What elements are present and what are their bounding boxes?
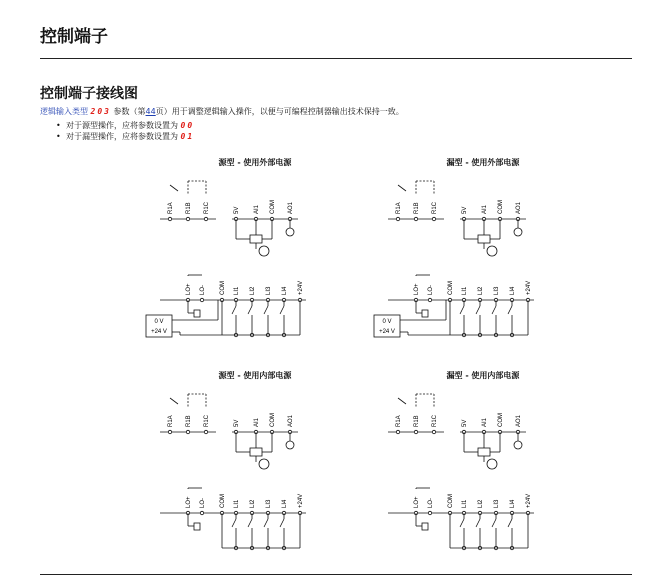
terminal xyxy=(396,217,399,220)
wiring-diagram-sink-internal xyxy=(388,370,578,560)
terminal xyxy=(414,430,417,433)
analog-label-com: COM xyxy=(498,200,504,214)
logic-label-4: LI2 xyxy=(250,286,256,295)
wire xyxy=(492,306,496,314)
terminal xyxy=(396,430,399,433)
terminal xyxy=(200,298,203,301)
diagram-drawing xyxy=(160,370,350,560)
diagram-title: 源型 - 使用外部电源 xyxy=(218,158,292,167)
terminal xyxy=(432,217,435,220)
logic-label-5: LI3 xyxy=(494,286,500,295)
terminal xyxy=(204,430,207,433)
supply-0v-label: 0 V xyxy=(382,319,392,325)
output-symbol xyxy=(286,441,294,449)
potentiometer xyxy=(478,235,490,243)
logic-label-6: LI4 xyxy=(510,499,516,508)
terminal xyxy=(186,430,189,433)
wire xyxy=(398,398,406,404)
param-code: 203 xyxy=(90,107,111,116)
analog-label-ao1: AO1 xyxy=(288,414,294,427)
page-ref-link[interactable]: 44 xyxy=(145,107,156,116)
logic-label-5: LI3 xyxy=(266,286,272,295)
wire xyxy=(248,519,252,527)
supply-24v-label: +24 V xyxy=(379,329,395,335)
terminal xyxy=(168,430,171,433)
analog-label-ao1: AO1 xyxy=(516,201,522,214)
terminal xyxy=(168,217,171,220)
footer-divider xyxy=(40,574,632,575)
logic-label-2: COM xyxy=(448,494,454,508)
analog-label-com: COM xyxy=(270,413,276,427)
relay-label-r1c: R1C xyxy=(204,414,210,427)
logic-label-1: LO- xyxy=(200,497,206,508)
list-item xyxy=(56,120,194,131)
wire xyxy=(170,185,178,191)
analog-label-ai1: AI1 xyxy=(254,417,260,427)
logic-label-6: LI4 xyxy=(510,286,516,295)
analog-label-ai1: AI1 xyxy=(254,204,260,214)
wire xyxy=(508,519,512,527)
wire xyxy=(398,185,406,191)
terminal xyxy=(200,511,203,514)
logic-label-2: COM xyxy=(220,494,226,508)
relay-label-r1c: R1C xyxy=(204,201,210,214)
logic-label-2: COM xyxy=(220,281,226,295)
analog-label-5v: 5V xyxy=(234,206,240,214)
logic-label-7: +24V xyxy=(298,493,304,508)
relay-label-r1b: R1B xyxy=(414,415,420,427)
wiring-diagram-sink-external xyxy=(379,157,578,347)
potentiometer xyxy=(478,448,490,456)
output-symbol xyxy=(514,441,522,449)
logic-label-0: LO+ xyxy=(414,283,420,295)
wire xyxy=(280,519,284,527)
logic-label-1: LO- xyxy=(428,284,434,295)
output-symbol xyxy=(286,228,294,236)
analog-label-com: COM xyxy=(270,200,276,214)
wire xyxy=(492,519,496,527)
wiring-diagram-source-external xyxy=(151,157,350,347)
diagram-drawing xyxy=(151,157,350,347)
intro-text-rest: 页）用于调整逻辑输入操作，以便与可编程控制器输出技术保持一致。 xyxy=(155,107,404,116)
logic-label-3: LI1 xyxy=(462,499,468,508)
relay-coil xyxy=(194,310,200,317)
logic-label-3: LI1 xyxy=(234,499,240,508)
relay-label-r1b: R1B xyxy=(186,202,192,214)
page-title: 控制端子 xyxy=(40,27,108,47)
wire xyxy=(170,398,178,404)
logic-label-4: LI2 xyxy=(250,499,256,508)
logic-label-4: LI2 xyxy=(478,499,484,508)
logic-label-0: LO+ xyxy=(186,496,192,508)
potentiometer xyxy=(250,448,262,456)
terminal xyxy=(204,217,207,220)
logic-label-3: LI1 xyxy=(462,286,468,295)
logic-label-6: LI4 xyxy=(282,499,288,508)
meter-symbol xyxy=(487,459,497,469)
logic-label-5: LI3 xyxy=(266,499,272,508)
bullet-text: 对于源型操作，应将参数设置为 xyxy=(66,121,178,130)
list-item xyxy=(56,131,194,142)
relay-label-r1c: R1C xyxy=(432,414,438,427)
analog-label-com: COM xyxy=(498,413,504,427)
meter-symbol xyxy=(259,459,269,469)
relay-label-r1a: R1A xyxy=(396,415,402,427)
terminal xyxy=(428,511,431,514)
supply-24v-label: +24 V xyxy=(151,329,167,335)
logic-label-5: LI3 xyxy=(494,499,500,508)
bullet-text: 对于漏型操作，应将参数设置为 xyxy=(66,132,178,141)
logic-label-7: +24V xyxy=(526,280,532,295)
supply-0v-label: 0 V xyxy=(154,319,164,325)
analog-label-ao1: AO1 xyxy=(516,414,522,427)
diagram-drawing xyxy=(379,157,578,347)
logic-label-4: LI2 xyxy=(478,286,484,295)
relay-label-r1c: R1C xyxy=(432,201,438,214)
wire xyxy=(476,306,480,314)
wire xyxy=(232,519,236,527)
wire xyxy=(460,306,464,314)
section-title: 控制端子接线图 xyxy=(40,86,138,102)
diagram-title: 漏型 - 使用内部电源 xyxy=(446,371,520,380)
relay-coil xyxy=(422,523,428,530)
analog-label-5v: 5V xyxy=(462,206,468,214)
diagram-drawing xyxy=(388,370,578,560)
relay-label-r1b: R1B xyxy=(414,202,420,214)
logic-label-1: LO- xyxy=(200,284,206,295)
wire xyxy=(232,306,236,314)
relay-coil xyxy=(194,523,200,530)
title-divider xyxy=(40,58,632,59)
wire xyxy=(264,519,268,527)
bullet-code: 00 xyxy=(180,121,195,130)
wire xyxy=(264,306,268,314)
wire xyxy=(280,306,284,314)
settings-list xyxy=(56,120,194,142)
diagram-title: 源型 - 使用内部电源 xyxy=(218,371,292,380)
terminal xyxy=(432,430,435,433)
analog-label-5v: 5V xyxy=(462,419,468,427)
terminal xyxy=(414,217,417,220)
wire xyxy=(460,519,464,527)
wire xyxy=(248,306,252,314)
relay-label-r1a: R1A xyxy=(168,415,174,427)
intro-paragraph xyxy=(40,107,404,117)
wiring-diagram-source-internal xyxy=(160,370,350,560)
output-symbol xyxy=(514,228,522,236)
terminal xyxy=(186,217,189,220)
logic-label-7: +24V xyxy=(526,493,532,508)
logic-label-6: LI4 xyxy=(282,286,288,295)
potentiometer xyxy=(250,235,262,243)
relay-label-r1a: R1A xyxy=(168,202,174,214)
meter-symbol xyxy=(487,246,497,256)
logic-input-type-link[interactable]: 逻辑输入类型 xyxy=(40,107,88,116)
analog-label-ai1: AI1 xyxy=(482,417,488,427)
logic-label-0: LO+ xyxy=(414,496,420,508)
bullet-code: 01 xyxy=(180,132,195,141)
terminal xyxy=(428,298,431,301)
logic-label-3: LI1 xyxy=(234,286,240,295)
wire xyxy=(508,306,512,314)
relay-coil xyxy=(422,310,428,317)
diagram-title: 漏型 - 使用外部电源 xyxy=(446,158,520,167)
analog-label-ai1: AI1 xyxy=(482,204,488,214)
wire xyxy=(476,519,480,527)
analog-label-5v: 5V xyxy=(234,419,240,427)
logic-label-1: LO- xyxy=(428,497,434,508)
analog-label-ao1: AO1 xyxy=(288,201,294,214)
logic-label-7: +24V xyxy=(298,280,304,295)
relay-label-r1a: R1A xyxy=(396,202,402,214)
logic-label-0: LO+ xyxy=(186,283,192,295)
meter-symbol xyxy=(259,246,269,256)
relay-label-r1b: R1B xyxy=(186,415,192,427)
intro-text-params: 参数（第 xyxy=(113,107,146,116)
logic-label-2: COM xyxy=(448,281,454,295)
